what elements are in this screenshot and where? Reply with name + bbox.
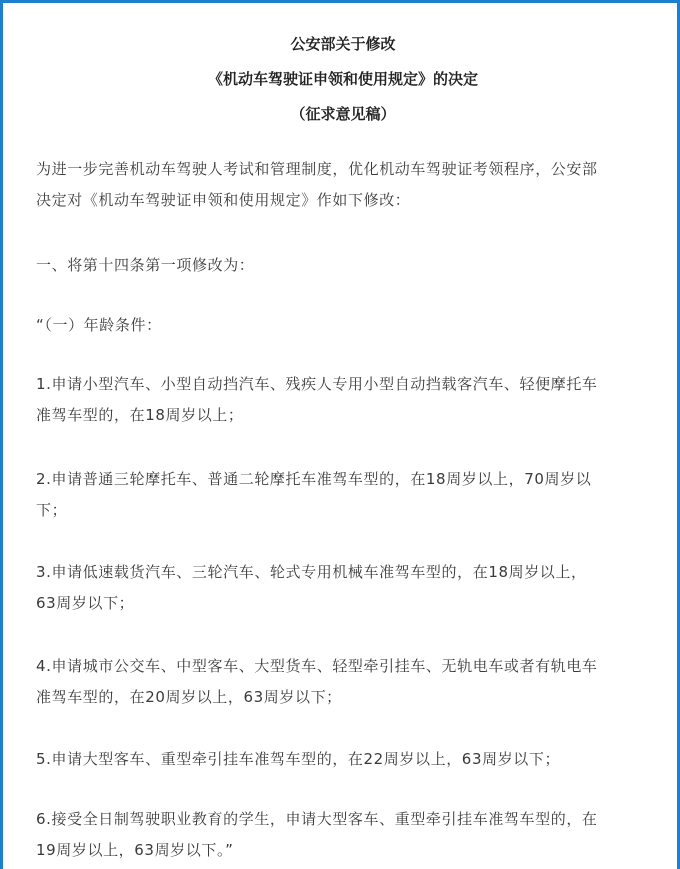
list-item <box>36 804 656 866</box>
list-item-line: 6.接受全日制驾驶职业教育的学生，申请大型客车、重型牵引挂车准驾车型的，在 <box>36 810 598 828</box>
list-item <box>36 369 656 431</box>
list-item-line: 5.申请大型客车、重型牵引挂车准驾车型的，在22周岁以上，63周岁以下； <box>36 750 561 768</box>
list-item-line: 下； <box>36 501 68 519</box>
list-item-line: 准驾车型的，在20周岁以上，63周岁以下； <box>36 688 342 706</box>
intro-line-2: 决定对《机动车驾驶证申领和使用规定》作如下修改： <box>36 191 411 209</box>
list-item <box>36 744 656 775</box>
list-item-line: 3.申请低速载货汽车、三轮汽车、轮式专用机械车准驾车型的，在18周岁以上， <box>36 563 587 581</box>
list-item-line: 63周岁以下； <box>36 594 135 612</box>
document-title-line-1: 公安部关于修改 <box>290 35 396 53</box>
intro-line-1: 为进一步完善机动车驾驶人考试和管理制度，优化机动车驾驶证考领程序，公安部 <box>36 160 598 178</box>
document-title-line-3: （征求意见稿） <box>290 105 396 123</box>
intro-paragraph <box>36 154 656 216</box>
list-item-line: 19周岁以上，63周岁以下。” <box>36 841 234 859</box>
document-title-line-2: 《机动车驾驶证申领和使用规定》的决定 <box>207 70 478 88</box>
subsection-heading: “（一）年龄条件： <box>36 316 162 334</box>
list-item-line: 4.申请城市公交车、中型客车、大型货车、轻型牵引挂车、无轨电车或者有轨电车 <box>36 657 598 675</box>
list-item <box>36 464 656 526</box>
section-heading: 一、将第十四条第一项修改为： <box>36 256 255 274</box>
list-item-line: 1.申请小型汽车、小型自动挡汽车、残疾人专用小型自动挡载客汽车、轻便摩托车 <box>36 375 598 393</box>
list-item-line: 2.申请普通三轮摩托车、普通二轮摩托车准驾车型的，在18周岁以上，70周岁以 <box>36 470 592 488</box>
list-item-line: 准驾车型的，在18周岁以上； <box>36 406 244 424</box>
list-item <box>36 557 656 619</box>
list-item <box>36 651 656 713</box>
